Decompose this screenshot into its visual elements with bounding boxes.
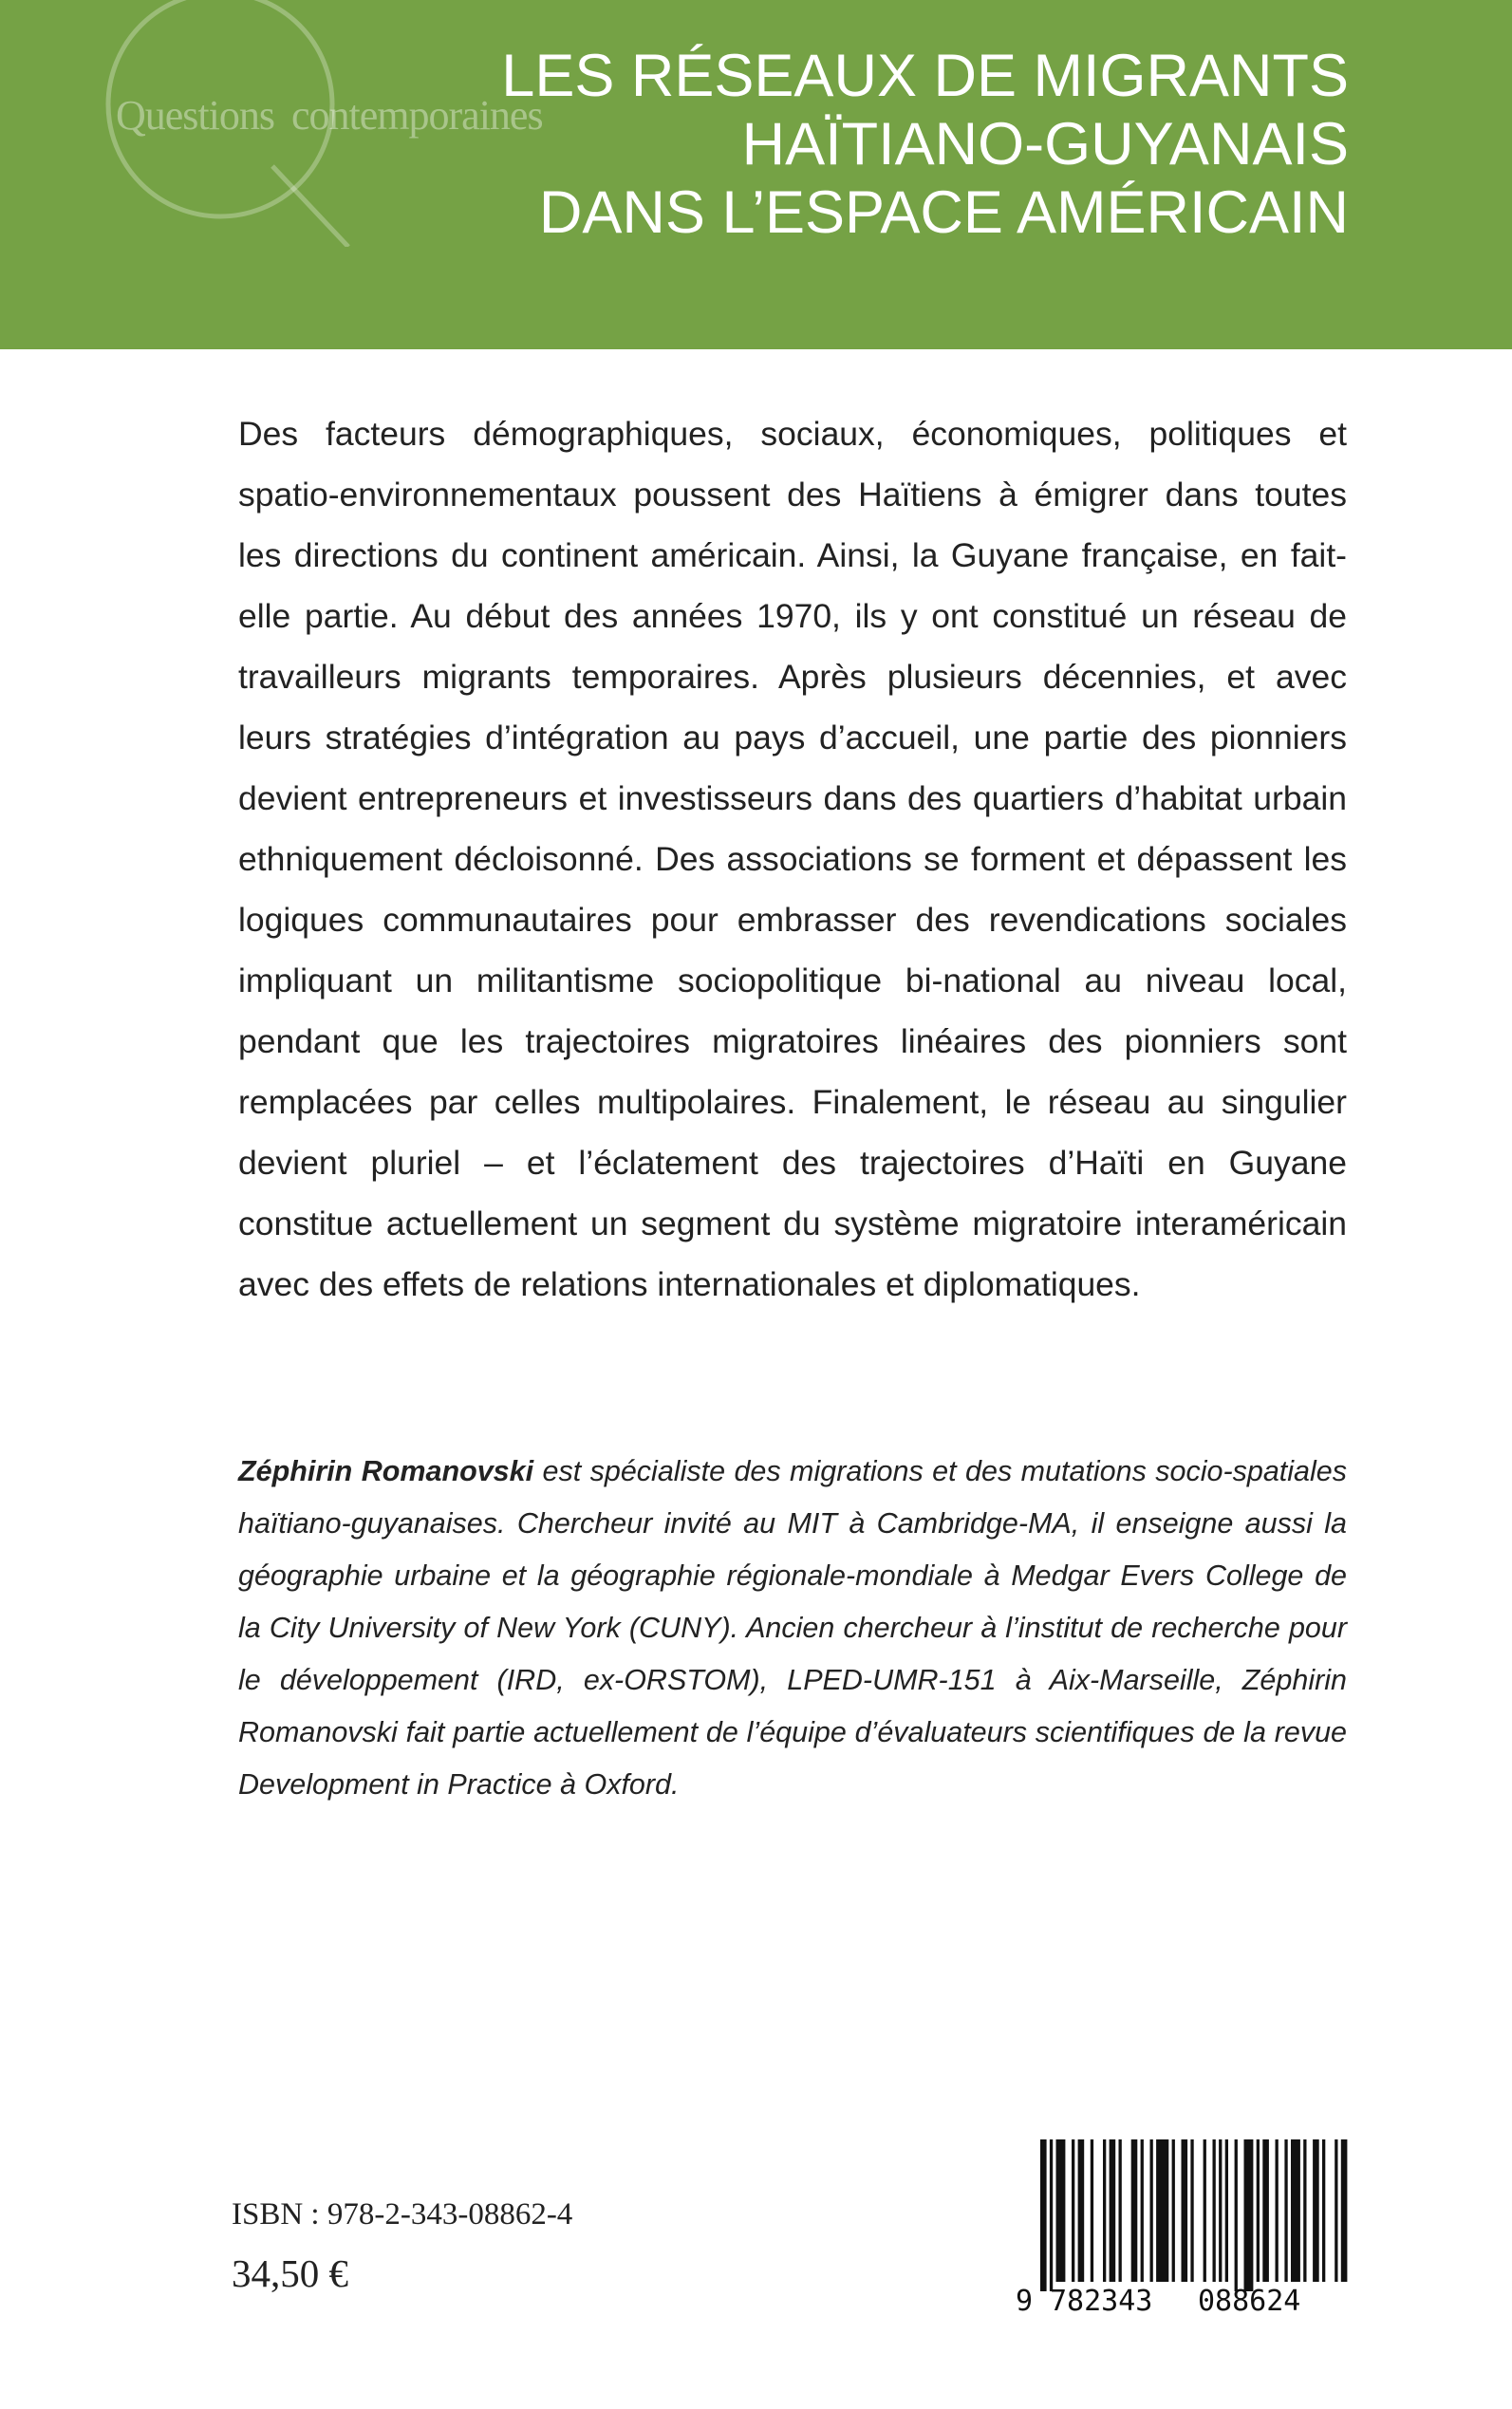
barcode-bar — [1213, 2139, 1216, 2282]
barcode-bar — [1056, 2139, 1066, 2282]
book-summary: Des facteurs démographiques, sociaux, économiques, politiques et spatio-environnementaux poussent des Haïtiens à émigrer dans toutes les directions du continent américain. Ainsi, la Guyane française, en fait-elle partie. Au début des années 1970, ils y ont constitué un réseau de travailleurs migrants temporaires. Après plusieurs décennies, et avec leurs stratégies d’intégration au pays d’accueil, une partie des pionniers devient entrepreneurs et investisseurs dans des quartiers d’habitat urbain ethniquement décloisonné. Des associations se forment et dépassent les logiques communautaires pour embrasser des revendications sociales impliquant un militantisme sociopolitique bi-national au niveau local, pendant que les trajectoires migratoires linéaires des pionniers sont remplacées par celles multipolaires. Finalement, le réseau au singulier devient pluriel – et l’éclatement des trajectoires d’Haïti en Guyane constitue actuellement un segment du système migratoire interaméricain avec des effets de relations internationales et diplomatiques. — [238, 415, 1347, 1303]
series-name — [116, 91, 543, 140]
barcode-bar — [1276, 2139, 1279, 2282]
barcode-digit-prefix: 9 — [1016, 2285, 1034, 2316]
barcode-bar — [1190, 2139, 1193, 2282]
title-line-2: HAÏTIANO-GUYANAIS — [741, 111, 1349, 177]
barcode-bar — [1235, 2139, 1238, 2291]
barcode-bar — [1244, 2139, 1254, 2291]
cover-header — [0, 0, 1512, 349]
barcode-bar — [1103, 2139, 1106, 2282]
title-line-1: LES RÉSEAUX DE MIGRANTS — [501, 43, 1349, 109]
barcode-bar — [1050, 2139, 1053, 2291]
barcode-bar — [1078, 2139, 1085, 2282]
barcode-bar — [1040, 2139, 1047, 2291]
barcode-bar — [1150, 2139, 1153, 2282]
barcode-bar — [1313, 2139, 1319, 2282]
barcode-icon — [1012, 2136, 1353, 2316]
barcode-bar — [1284, 2139, 1287, 2282]
barcode-bar — [1335, 2139, 1337, 2282]
barcode-bar — [1322, 2139, 1325, 2282]
series-word-questions: Questions — [116, 92, 274, 139]
barcode-bar — [1225, 2139, 1228, 2282]
barcode-bar — [1131, 2139, 1138, 2282]
barcode-bar — [1182, 2139, 1188, 2282]
book-title — [501, 42, 1349, 247]
series-word-contemporaines: contemporaines — [291, 92, 543, 139]
price: 34,50 € — [232, 2251, 348, 2295]
barcode-digits-left: 782343 — [1050, 2285, 1153, 2316]
author-name: Zéphirin Romanovski — [238, 1455, 534, 1487]
isbn: ISBN : 978-2-343-08862-4 — [232, 2197, 573, 2232]
barcode-bar — [1341, 2139, 1348, 2282]
barcode-bar — [1291, 2139, 1300, 2282]
barcode-bar — [1204, 2139, 1206, 2282]
title-line-3: DANS L’ESPACE AMÉRICAIN — [538, 179, 1349, 246]
barcode-bar — [1172, 2139, 1175, 2282]
barcode-bar — [1156, 2139, 1168, 2282]
barcode-bar — [1091, 2139, 1093, 2282]
barcode-bar — [1072, 2139, 1074, 2282]
author-bio — [238, 1446, 1347, 1811]
barcode-bar — [1262, 2139, 1269, 2282]
barcode-bar — [1303, 2139, 1306, 2282]
barcode-bar — [1257, 2139, 1260, 2282]
barcode-digits-right: 088624 — [1198, 2285, 1301, 2316]
barcode-bar — [1219, 2139, 1222, 2282]
barcode-bar — [1141, 2139, 1144, 2282]
author-bio-text: est spécialiste des migrations et des mutations socio-spatiales haïtiano-guyanaises. Chercheur invité au MIT à Cambridge-MA, il enseigne aussi la géographie urbaine et la géographie régionale-mondiale à Medgar Evers College de la City University of New York (CUNY). Ancien chercheur à l’institut de recherche pour le développement (IRD, ex-ORSTOM), LPED-UMR-151 à Aix-Marseille, Zéphirin Romanovski fait partie actuellement de l’équipe d’évaluateurs scientifiques de la revue Development in Practice à Oxford. — [238, 1455, 1348, 1801]
barcode-bar — [1119, 2139, 1122, 2282]
barcode-bar — [1110, 2139, 1116, 2282]
